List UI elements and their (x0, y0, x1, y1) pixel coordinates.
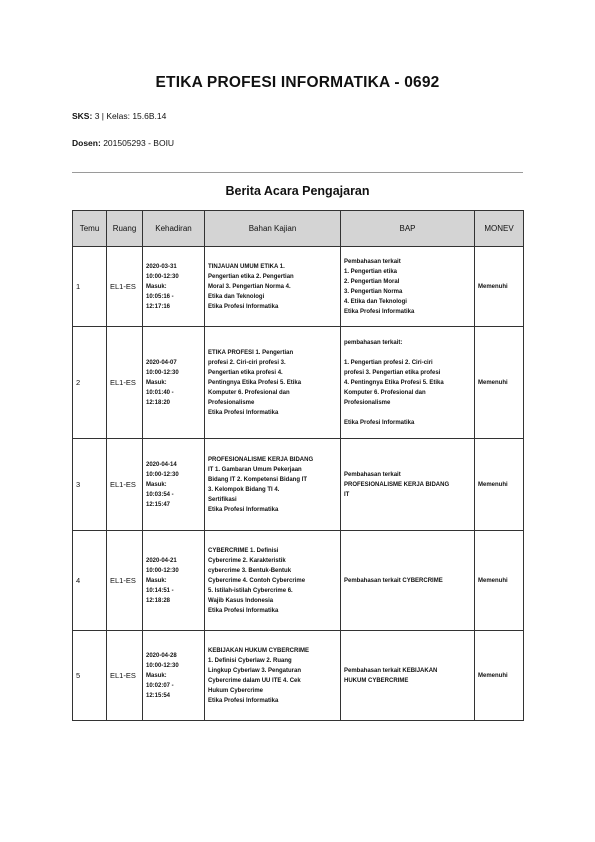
bap-cell-line: Pembahasan terkait (344, 471, 401, 478)
temu-cell: 5 (73, 631, 107, 721)
bahan-kajian-cell-line: Lingkup Cyberlaw 3. Pengaturan (208, 667, 302, 674)
header-temu: Temu (73, 211, 107, 247)
ruang-cell: EL1-ES (107, 631, 143, 721)
bahan-kajian-cell-line: Etika Profesi Informatika (208, 697, 279, 704)
course-info (72, 111, 166, 121)
bahan-kajian-cell-line: Etika dan Teknologi (208, 293, 265, 300)
bahan-kajian-cell-line: PROFESIONALISME KERJA BIDANG (208, 456, 314, 463)
dosen-value: 201505293 - BOIU (103, 138, 175, 148)
kehadiran-cell (143, 439, 205, 531)
kehadiran-cell-line: 10:00-12:30 (146, 369, 179, 376)
bap-cell-line: Komputer 6. Profesional dan (344, 389, 426, 396)
kehadiran-cell-line: 12:18:20 (146, 399, 171, 406)
sks-value: 3 | Kelas: 15.6B.14 (94, 111, 167, 121)
bahan-kajian-cell-line: IT 1. Gambaran Umum Pekerjaan (208, 466, 302, 473)
ruang-cell: EL1-ES (107, 439, 143, 531)
kehadiran-cell-line: Masuk: (146, 577, 167, 584)
monev-cell: Memenuhi (475, 247, 524, 327)
temu-cell: 1 (73, 247, 107, 327)
section-title: Berita Acara Pengajaran (225, 184, 370, 198)
bap-cell-line: PROFESIONALISME KERJA BIDANG (344, 481, 450, 488)
header-bahan-kajian: Bahan Kajian (205, 211, 341, 247)
kehadiran-cell-line: 2020-04-07 (146, 359, 177, 366)
bahan-kajian-cell-line: cybercrime 3. Bentuk-Bentuk (208, 567, 292, 574)
kehadiran-cell-line: 2020-04-14 (146, 461, 177, 468)
kehadiran-cell-line: 10:00-12:30 (146, 662, 179, 669)
kehadiran-cell-line: 2020-04-28 (146, 652, 177, 659)
bahan-kajian-cell (205, 327, 341, 439)
bap-cell-line: 1. Pengertian profesi 2. Ciri-ciri (344, 359, 433, 366)
bahan-kajian-cell-line: Komputer 6. Profesional dan (208, 389, 290, 396)
bap-cell (341, 327, 475, 439)
kehadiran-cell-line: 10:05:16 - (146, 293, 174, 300)
bap-cell-line: Etika Profesi Informatika (344, 308, 415, 315)
bap-cell-line (344, 348, 471, 358)
bahan-kajian-cell-line: Pentingnya Etika Profesi 5. Etika (208, 379, 302, 386)
kehadiran-cell-line: Masuk: (146, 379, 167, 386)
bahan-kajian-cell-line: TINJAUAN UMUM ETIKA 1. (208, 263, 285, 270)
bap-cell (341, 531, 475, 631)
kehadiran-cell-line: Masuk: (146, 672, 167, 679)
kehadiran-cell (143, 247, 205, 327)
kehadiran-cell-line: 12:18:28 (146, 597, 171, 604)
table-row (73, 439, 524, 531)
ruang-cell: EL1-ES (107, 531, 143, 631)
dosen-label: Dosen: (72, 138, 101, 148)
kehadiran-cell-line: 10:14:51 - (146, 587, 174, 594)
ruang-cell: EL1-ES (107, 327, 143, 439)
bahan-kajian-cell-line: Wajib Kasus Indonesia (208, 597, 274, 604)
kehadiran-cell-line: 2020-04-21 (146, 557, 177, 564)
header-bap: BAP (341, 211, 475, 247)
bahan-kajian-cell-line: profesi 2. Ciri-ciri profesi 3. (208, 359, 286, 366)
kehadiran-cell-line: 12:15:54 (146, 692, 171, 699)
table-row (73, 531, 524, 631)
kehadiran-cell (143, 531, 205, 631)
bahan-kajian-cell-line: Etika Profesi Informatika (208, 506, 279, 513)
temu-cell: 3 (73, 439, 107, 531)
bahan-kajian-cell-line: Pengertian etika 2. Pengertian (208, 273, 294, 280)
kehadiran-cell-line: Masuk: (146, 481, 167, 488)
bahan-kajian-cell-line: Hukum Cybercrime (208, 687, 264, 694)
table-header-row (73, 211, 524, 247)
header-kehadiran: Kehadiran (143, 211, 205, 247)
bap-cell-line: 4. Etika dan Teknologi (344, 298, 407, 305)
bahan-kajian-cell (205, 247, 341, 327)
monev-cell: Memenuhi (475, 327, 524, 439)
bap-cell-line: Pembahasan terkait (344, 258, 401, 265)
table-row (73, 327, 524, 439)
bahan-kajian-cell-line: 3. Kelompok Bidang TI 4. (208, 486, 280, 493)
bahan-kajian-cell (205, 439, 341, 531)
kehadiran-cell-line: 10:01:40 - (146, 389, 174, 396)
kehadiran-cell (143, 327, 205, 439)
kehadiran-cell-line: 2020-03-31 (146, 263, 177, 270)
kehadiran-cell-line: 10:00-12:30 (146, 567, 179, 574)
sks-label: SKS: (72, 111, 93, 121)
table-row (73, 247, 524, 327)
bap-cell-line (344, 408, 471, 418)
bahan-kajian-cell-line: Cybercrime dalam UU ITE 4. Cek (208, 677, 301, 684)
bap-cell (341, 247, 475, 327)
bahan-kajian-cell-line: Etika Profesi Informatika (208, 607, 279, 614)
bahan-kajian-cell-line: 1. Definisi Cyberlaw 2. Ruang (208, 657, 292, 664)
bahan-kajian-cell-line: Pengertian etika profesi 4. (208, 369, 283, 376)
bap-cell-line: 1. Pengertian etika (344, 268, 398, 275)
bap-cell-line: 3. Pengertian Norma (344, 288, 403, 295)
bahan-kajian-cell-line: Profesionalisme (208, 399, 255, 406)
header-monev: MONEV (475, 211, 524, 247)
bap-cell-line: Etika Profesi Informatika (344, 419, 415, 426)
bap-cell-line: pembahasan terkait: (344, 339, 403, 346)
bap-cell-line: Pembahasan terkait KEBIJAKAN (344, 667, 438, 674)
lecturer-info (72, 138, 174, 148)
bahan-kajian-cell-line: Sertifikasi (208, 496, 237, 503)
header-ruang: Ruang (107, 211, 143, 247)
bahan-kajian-cell-line: Etika Profesi Informatika (208, 409, 279, 416)
bahan-kajian-cell-line: CYBERCRIME 1. Definisi (208, 547, 279, 554)
page-title: ETIKA PROFESI INFORMATIKA - 0692 (155, 74, 440, 91)
bap-cell-line: IT (344, 491, 350, 498)
bap-cell-line: Profesionalisme (344, 399, 391, 406)
bap-cell-line: 4. Pentingnya Etika Profesi 5. Etika (344, 379, 444, 386)
bahan-kajian-cell-line: Moral 3. Pengertian Norma 4. (208, 283, 291, 290)
bahan-kajian-cell-line: Bidang IT 2. Kompetensi Bidang IT (208, 476, 308, 483)
bap-table (72, 210, 524, 721)
bahan-kajian-cell-line: Cybercrime 2. Karakteristik (208, 557, 286, 564)
kehadiran-cell-line: Masuk: (146, 283, 167, 290)
bap-cell (341, 631, 475, 721)
bap-cell-line: profesi 3. Pengertian etika profesi (344, 369, 441, 376)
temu-cell: 4 (73, 531, 107, 631)
bahan-kajian-cell-line: Etika Profesi Informatika (208, 303, 279, 310)
bahan-kajian-cell-line: 5. Istilah-istilah Cybercrime 6. (208, 587, 293, 594)
kehadiran-cell-line: 10:00-12:30 (146, 471, 179, 478)
bahan-kajian-cell-line: KEBIJAKAN HUKUM CYBERCRIME (208, 647, 310, 654)
table-row (73, 631, 524, 721)
monev-cell: Memenuhi (475, 631, 524, 721)
kehadiran-cell-line: 12:17:16 (146, 303, 171, 310)
monev-cell: Memenuhi (475, 531, 524, 631)
kehadiran-cell-line: 12:15:47 (146, 501, 171, 508)
kehadiran-cell-line: 10:03:54 - (146, 491, 174, 498)
bap-cell-line: Pembahasan terkait CYBERCRIME (344, 577, 443, 584)
kehadiran-cell-line: 10:00-12:30 (146, 273, 179, 280)
monev-cell: Memenuhi (475, 439, 524, 531)
temu-cell: 2 (73, 327, 107, 439)
bap-cell-line: HUKUM CYBERCRIME (344, 677, 409, 684)
bahan-kajian-cell-line: Cybercrime 4. Contoh Cybercrime (208, 577, 306, 584)
kehadiran-cell (143, 631, 205, 721)
bahan-kajian-cell (205, 531, 341, 631)
divider (72, 172, 523, 173)
ruang-cell: EL1-ES (107, 247, 143, 327)
bahan-kajian-cell (205, 631, 341, 721)
bap-cell-line: 2. Pengertian Moral (344, 278, 400, 285)
kehadiran-cell-line: 10:02:07 - (146, 682, 174, 689)
bap-cell (341, 439, 475, 531)
bahan-kajian-cell-line: ETIKA PROFESI 1. Pengertian (208, 349, 294, 356)
